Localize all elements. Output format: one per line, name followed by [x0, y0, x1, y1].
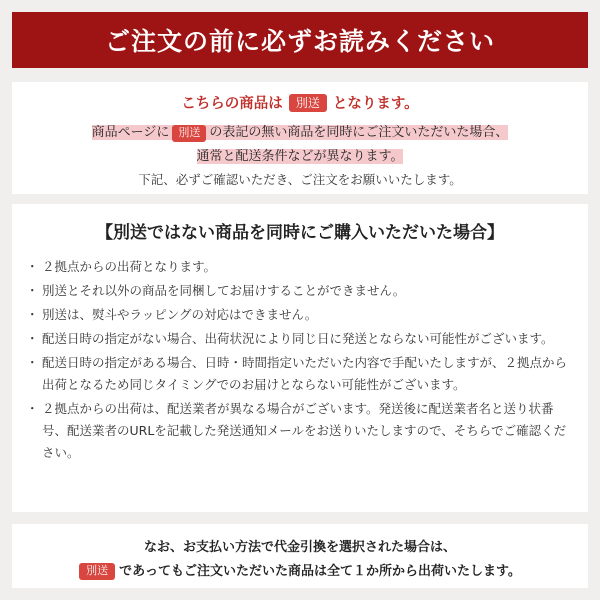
page-title: ご注文の前に必ずお読みください: [104, 27, 495, 56]
notice-line-3-text: 通常と配送条件などが異なります。: [196, 149, 404, 164]
conditions-list: [26, 256, 574, 466]
notice-line-4: 下記、必ずご確認いただき、ご注文をお願いいたします。: [138, 172, 462, 187]
conditions-card: [12, 204, 588, 512]
bullet-mark: ・: [26, 283, 39, 298]
list-item: [26, 256, 574, 278]
notice-line-1-pre: こちらの商品は: [181, 96, 283, 112]
notice-line-2-pre: 商品ページに: [91, 125, 170, 140]
payment-card: [12, 524, 588, 588]
notice-line-2: [12, 121, 588, 142]
betsuso-tag-payment: 別送: [79, 563, 115, 580]
list-item-text: ２拠点からの出荷は、配送業者が異なる場合がございます。発送後に配送業者名と送り状番号、配送業者のURLを記載した発送通知メールをお送りいたしますので、そちらでご確認ください。: [42, 401, 567, 460]
bullet-mark: ・: [26, 331, 39, 346]
list-item: [26, 398, 574, 464]
betsuso-tag-inline: 別送: [172, 125, 206, 142]
list-item: [26, 352, 574, 396]
notice-line-3: [12, 145, 588, 164]
list-item: [26, 328, 574, 350]
bullet-mark: ・: [26, 401, 39, 416]
list-item: [26, 280, 574, 302]
conditions-title: 【別送ではない商品を同時にご購入いただいた場合】: [96, 223, 504, 243]
notice-card: [12, 82, 588, 194]
list-item-text: 配送日時の指定がある場合、日時・時間指定いただいた内容で手配いたしますが、２拠点から出荷となるため同じタイミングでのお届けとならない可能性がございます。: [42, 355, 568, 392]
notice-line-1-post: となります。: [332, 96, 419, 112]
betsuso-tag: 別送: [289, 94, 327, 112]
payment-line-2: [12, 560, 588, 580]
payment-line-1: なお、お支払い方法で代金引換を選択された場合は、: [143, 540, 456, 555]
notice-line-2-post: の表記の無い商品を同時にご注文いただいた場合、: [209, 125, 509, 140]
bullet-mark: ・: [26, 259, 39, 274]
bullet-mark: ・: [26, 307, 39, 322]
list-item-text: ２拠点からの出荷となります。: [42, 259, 217, 274]
bullet-mark: ・: [26, 355, 39, 370]
payment-line-2-text: であってもご注文いただいた商品は全て１か所から出荷いたします。: [119, 564, 521, 579]
notice-line-1: [12, 92, 588, 113]
list-item-text: 別送は、熨斗やラッピングの対応はできません。: [42, 307, 318, 322]
list-item: [26, 304, 574, 326]
list-item-text: 別送とそれ以外の商品を同梱してお届けすることができません。: [42, 283, 406, 298]
header-banner: [12, 12, 588, 68]
list-item-text: 配送日時の指定がない場合、出荷状況により同じ日に発送とならない可能性がございます。: [42, 331, 554, 346]
